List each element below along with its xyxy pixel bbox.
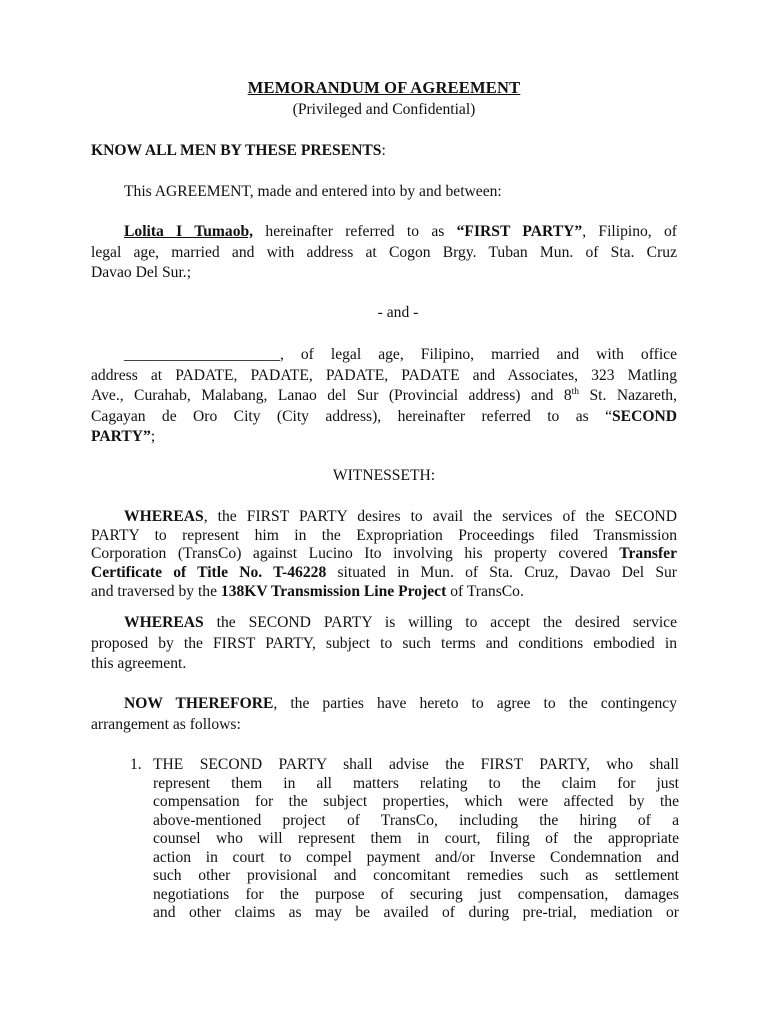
- agreement-intro-text: This AGREEMENT, made and entered into by and between:: [124, 183, 502, 200]
- ordinal-suffix: th: [571, 387, 580, 397]
- list-item-line: counsel who will represent them in court, filing of the appropriate: [153, 830, 679, 847]
- list-item-line: such other provisional and concomitant remedies such as settlement: [153, 867, 679, 884]
- first-party-text: , Filipino, of: [582, 223, 677, 240]
- second-party-blank: ____________________: [124, 346, 280, 363]
- whereas-2-line-1: [91, 613, 677, 634]
- know-all-colon: :: [381, 142, 386, 159]
- whereas-1-text: and traversed by the: [91, 582, 221, 600]
- list-item-line: above-mentioned project of TransCo, including the hiring of a: [153, 811, 679, 829]
- whereas-2-paragraph: [91, 613, 677, 675]
- second-party-text: , of legal age, Filipino, married and with office: [279, 346, 677, 363]
- agreement-intro-paragraph: [91, 182, 677, 203]
- now-therefore-line-1: [91, 694, 677, 715]
- document-subtitle: (Privileged and Confidential): [292, 101, 476, 118]
- whereas-1-line-4: [91, 564, 677, 583]
- witnesseth-heading: WITNESSETH:: [332, 467, 436, 484]
- second-party-text: Cagayan de Oro City (City address), hereinafter referred to as “: [91, 407, 612, 425]
- first-party-line-3: Davao Del Sur.;: [91, 264, 192, 281]
- now-therefore-line-2: arrangement as follows:: [91, 715, 241, 733]
- and-separator: - and -: [377, 304, 419, 321]
- whereas-1-line-3: [91, 545, 677, 564]
- whereas-2-line-2: proposed by the FIRST PARTY, subject to such terms and conditions embodied in: [91, 634, 677, 652]
- list-item-line: represent them in all matters relating to the claim for just: [153, 774, 679, 792]
- list-item-line: compensation for the subject properties, which were affected by the: [153, 793, 679, 810]
- project-name: 138KV Transmission Line Project: [220, 582, 447, 600]
- second-party-paragraph: [91, 345, 677, 448]
- first-party-paragraph: [91, 222, 677, 284]
- second-party-line-4: [91, 407, 677, 428]
- second-party-line-2: address at PADATE, PADATE, PADATE, PADATE and Associates, 323 Matling: [91, 366, 677, 384]
- whereas-keyword: WHEREAS: [124, 508, 204, 525]
- whereas-1-text: , the FIRST PARTY desires to avail the services of the SECOND: [203, 508, 677, 525]
- second-party-text: Ave., Curahab, Malabang, Lanao del Sur (Provincial address) and 8: [91, 387, 572, 404]
- first-party-text: hereinafter referred to as: [253, 223, 457, 240]
- tct-number: Certificate of Title No. T-46228: [91, 564, 327, 582]
- list-item-line: THE SECOND PARTY shall advise the FIRST PARTY, who shall: [153, 756, 679, 773]
- whereas-1-line-1: [91, 508, 677, 527]
- whereas-1-line-2: PARTY to represent him in the Expropriation Proceedings filed Transmission: [91, 526, 677, 544]
- list-item-line: and other claims as may be availed of during pre-trial, mediation or: [153, 904, 679, 921]
- second-party-label: SECOND: [612, 407, 677, 425]
- first-party-line-2: legal age, married and with address at Cogon Brgy. Tuban Mun. of Sta. Cruz: [91, 243, 677, 261]
- second-party-label: ”: [143, 428, 151, 445]
- whereas-1-text: of TransCo.: [446, 582, 524, 600]
- first-party-name: Lolita I Tumaob,: [124, 223, 254, 240]
- whereas-keyword: WHEREAS: [124, 614, 204, 631]
- whereas-2-text: the SECOND PARTY is willing to accept the desired service: [203, 614, 677, 631]
- whereas-1-text: Corporation (TransCo) against Lucino Ito involving his property covered: [91, 545, 620, 563]
- second-party-label: PARTY: [91, 428, 144, 445]
- list-item-number: 1.: [130, 756, 142, 773]
- second-party-text: ;: [150, 428, 156, 445]
- first-party-line-1: [91, 222, 677, 243]
- first-party-label: “FIRST PARTY”: [456, 223, 583, 240]
- whereas-1-paragraph: [91, 508, 677, 601]
- whereas-1-line-5: [91, 583, 677, 602]
- now-therefore-keyword: NOW THEREFORE: [124, 695, 274, 712]
- second-party-line-3: [91, 386, 677, 407]
- whereas-1-text: situated in Mun. of Sta. Cruz, Davao Del Sur: [326, 564, 677, 582]
- second-party-line-5: [91, 427, 677, 448]
- list-item-body: [153, 756, 679, 923]
- know-all-text: KNOW ALL MEN BY THESE PRESENTS: [91, 142, 382, 159]
- whereas-2-line-3: this agreement.: [91, 655, 187, 672]
- list-item-line: negotiations for the purpose of securing just compensation, damages: [153, 885, 679, 903]
- second-party-line-1: [91, 345, 677, 366]
- now-therefore-paragraph: [91, 694, 677, 735]
- list-item-line: action in court to compel payment and/or Inverse Condemnation and: [153, 848, 679, 866]
- know-all-heading: [91, 142, 386, 160]
- document-title: MEMORANDUM OF AGREEMENT: [247, 78, 521, 97]
- tct-label: Transfer: [619, 545, 677, 563]
- now-therefore-text: , the parties have hereto to agree to the contingency: [273, 695, 677, 712]
- second-party-text: St. Nazareth,: [579, 387, 677, 404]
